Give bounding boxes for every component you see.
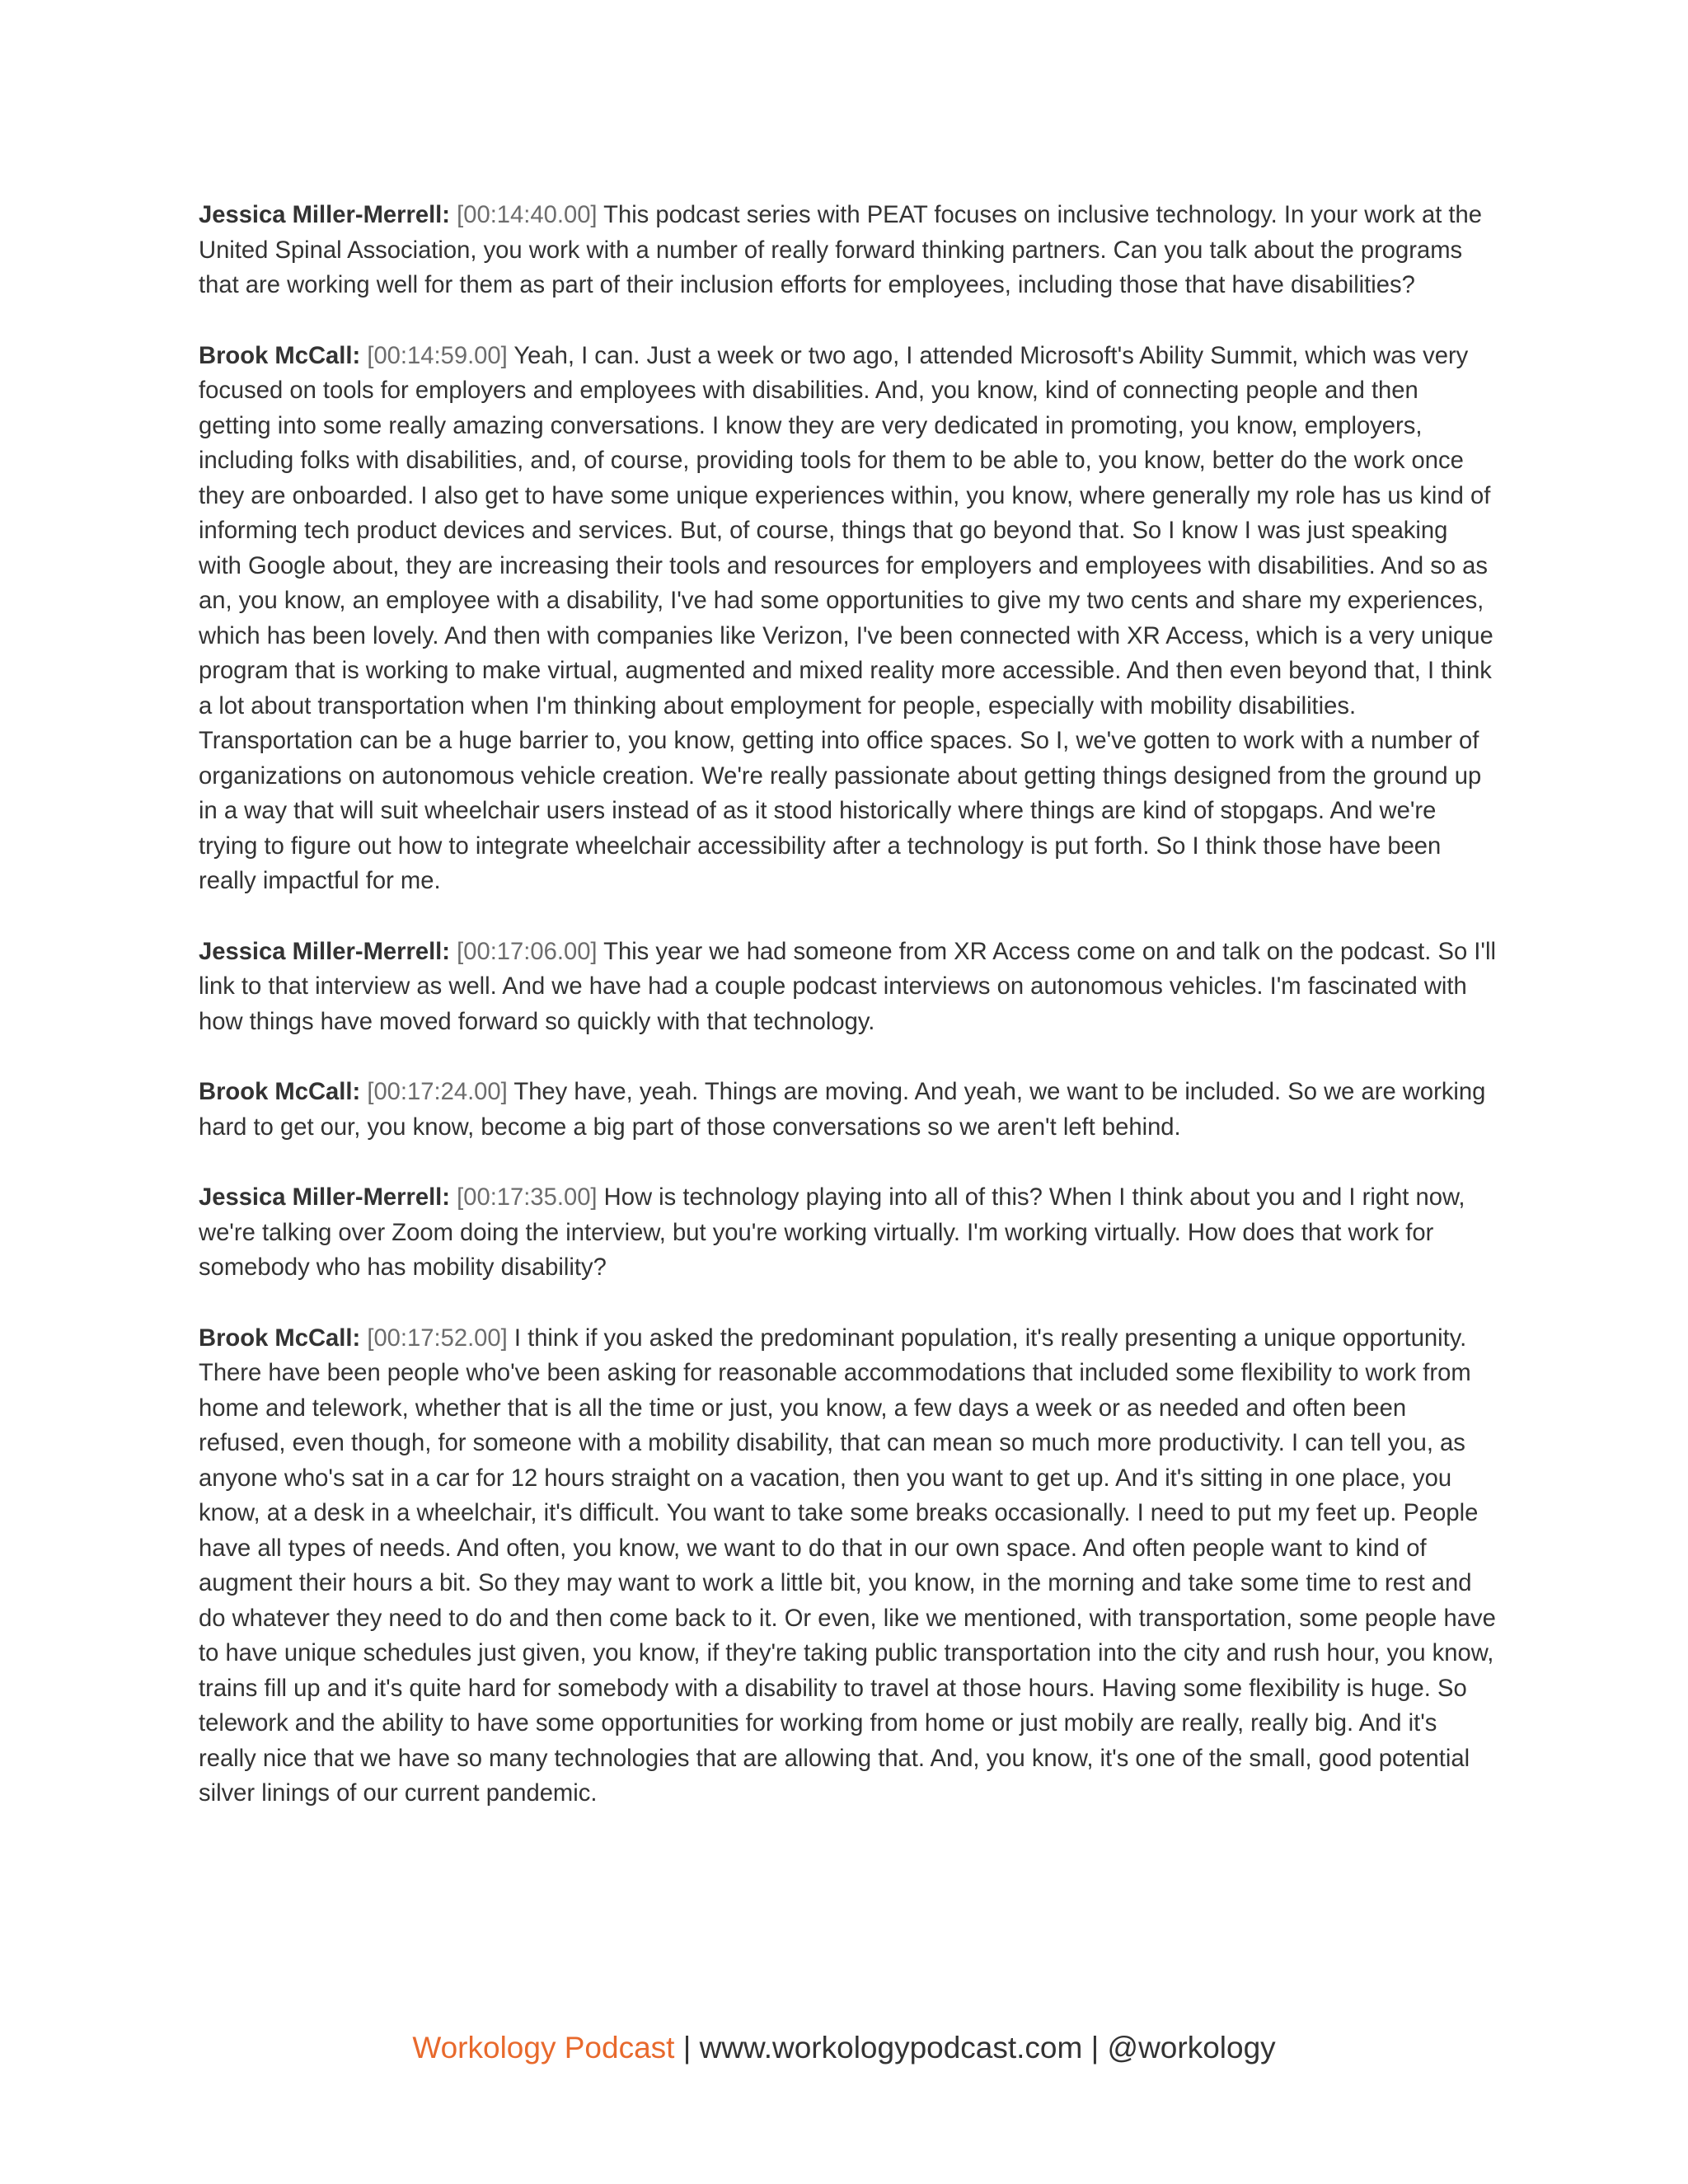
timestamp: [00:17:52.00] xyxy=(367,1324,508,1352)
entry-text: This year we had someone from XR Access come on and talk on the podcast. So I'll link to that interview as well. And we have had a couple podcast interviews on autonomous vehicles. I'm fascinated with how things have moved forward so quickly with that technology. xyxy=(199,938,1496,1035)
speaker-name: Brook McCall: xyxy=(199,1324,361,1352)
timestamp: [00:17:06.00] xyxy=(457,938,598,965)
entry-text: They have, yeah. Things are moving. And yeah, we want to be included. So we are working hard to get our, you know, become a big part of those conversations so we aren't left behind. xyxy=(199,1079,1486,1141)
entry-text: I think if you asked the predominant population, it's really presenting a unique opportunity. There have been people who've been asking for reasonable accommodations that included some flexibility to work from home and telework, whether that is all the time or just, you know, a few days a week or as needed and often been refused, even though, for someone with a mobility disability, that can mean so much more productivity. I can tell you, as anyone who's sat in a car for 12 hours straight on a vacation, then you want to get up. And it's sitting in one place, you know, at a desk in a wheelchair, it's difficult. You want to take some breaks occasionally. I need to put my feet up. People have all types of needs. And often, you know, we want to do that in our own space. And often people want to kind of augment their hours a bit. So they may want to work a little bit, you know, in the morning and take some time to rest and do whatever they need to do and then come back to it. Or even, like we mentioned, with transportation, some people have to have unique schedules just given, you know, if they're taking public transportation into the city and rush hour, you know, trains fill up and it's quite hard for somebody with a disability to travel at those hours. Having some flexibility is huge. So telework and the ability to have some opportunities for working from home or just mobily are really, really big. And it's really nice that we have so many technologies that are allowing that. And, you know, it's one of the small, good potential silver linings of our current pandemic. xyxy=(199,1324,1496,1807)
footer-website: www.workologypodcast.com xyxy=(699,2031,1083,2064)
timestamp: [00:17:35.00] xyxy=(457,1184,598,1211)
transcript-entry xyxy=(199,198,1497,303)
footer-brand: Workology Podcast xyxy=(412,2031,675,2064)
speaker-name: Jessica Miller-Merrell: xyxy=(199,202,451,228)
speaker-name: Brook McCall: xyxy=(199,1079,361,1105)
speaker-name: Brook McCall: xyxy=(199,342,361,369)
timestamp: [00:14:59.00] xyxy=(367,342,508,369)
entry-text: Yeah, I can. Just a week or two ago, I attended Microsoft's Ability Summit, which was very focused on tools for employers and employees with disabilities. And, you know, kind of connecting people and then getting into some really amazing conversations. I know they are very dedicated in promoting, you know, employers, including folks with disabilities, and, of course, providing tools for them to be able to, you know, better do the work once they are onboarded. I also get to have some unique experiences within, you know, where generally my role has us kind of informing tech product devices and services. But, of course, things that go beyond that. So I know I was just speaking with Google about, they are increasing their tools and resources for employers and employees with disabilities. And so as an, you know, an employee with a disability, I've had some opportunities to give my two cents and share my experiences, which has been lovely. And then with companies like Verizon, I've been connected with XR Access, which is a very unique program that is working to make virtual, augmented and mixed reality more accessible. And then even beyond that, I think a lot about transportation when I'm thinking about employment for people, especially with mobility disabilities. Transportation can be a huge barrier to, you know, getting into office spaces. So I, we've gotten to work with a number of organizations on autonomous vehicle creation. We're really passionate about getting things designed from the ground up in a way that will suit wheelchair users instead of as it stood historically where things are kind of stopgaps. And we're trying to figure out how to integrate wheelchair accessibility after a technology is put forth. So I think those have been really impactful for me. xyxy=(199,342,1493,894)
speaker-name: Jessica Miller-Merrell: xyxy=(199,938,451,965)
transcript-entry xyxy=(199,1075,1497,1145)
transcript-entry xyxy=(199,1321,1497,1811)
footer-separator: | xyxy=(674,2031,700,2064)
transcript-body xyxy=(199,198,1497,1847)
entry-text: How is technology playing into all of this? When I think about you and I right now, we're talking over Zoom doing the interview, but you're working virtually. I'm working virtually. How does that work for somebody who has mobility disability? xyxy=(199,1184,1465,1281)
speaker-name: Jessica Miller-Merrell: xyxy=(199,1184,451,1211)
timestamp: [00:17:24.00] xyxy=(367,1079,508,1105)
page-footer xyxy=(0,2027,1688,2069)
footer-separator: | xyxy=(1082,2031,1108,2064)
timestamp: [00:14:40.00] xyxy=(457,202,598,228)
footer-handle: @workology xyxy=(1107,2031,1276,2064)
entry-text: This podcast series with PEAT focuses on inclusive technology. In your work at the United Spinal Association, you work with a number of really forward thinking partners. Can you talk about the programs that are working well for them as part of their inclusion efforts for employees, including those that have disabilities? xyxy=(199,202,1482,298)
transcript-entry xyxy=(199,339,1497,899)
transcript-entry xyxy=(199,935,1497,1040)
transcript-entry xyxy=(199,1180,1497,1286)
